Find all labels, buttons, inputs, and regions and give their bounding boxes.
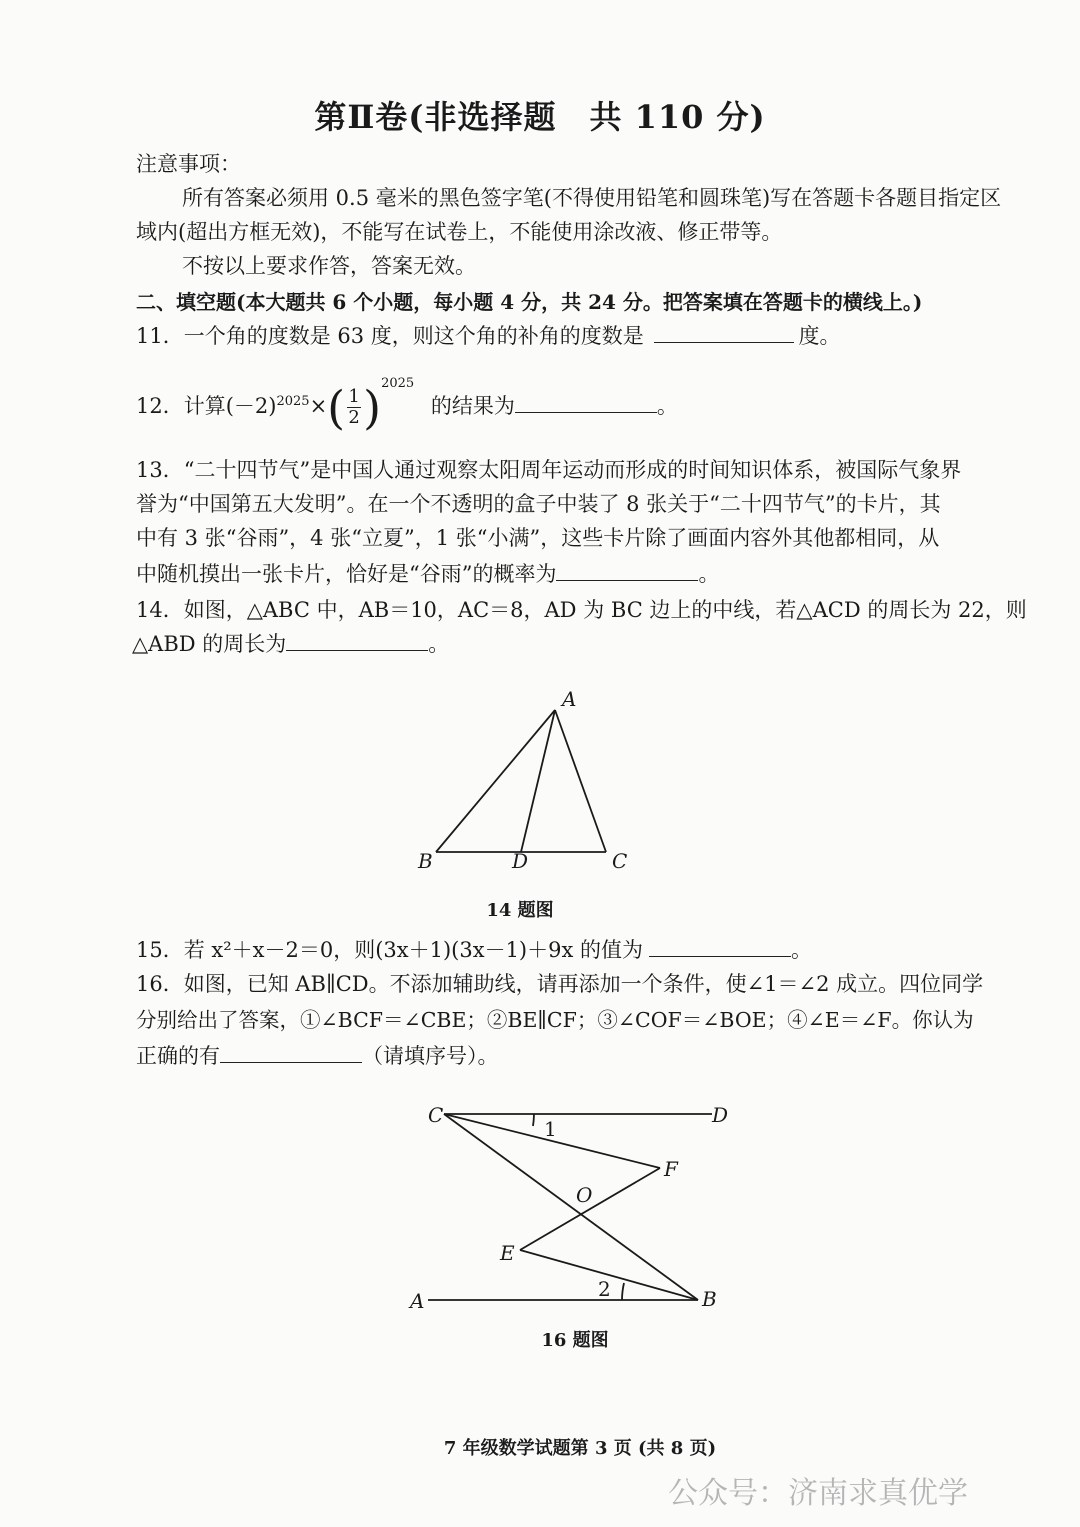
q12-denominator: 2 bbox=[348, 407, 360, 428]
fig16-label-b: B bbox=[702, 1287, 717, 1311]
q12-suffix: 。 bbox=[656, 394, 678, 418]
q15-text: 15．若 x²＋x－2＝0，则(3x＋1)(3x－1)＋9x 的值为 bbox=[136, 938, 644, 962]
q13-line-4-text: 中随机摸出一张卡片，恰好是“谷雨”的概率为 bbox=[136, 562, 557, 586]
q14-suffix: 。 bbox=[428, 632, 450, 656]
q11-text: 11．一个角的度数是 63 度，则这个角的补角的度数是 bbox=[136, 324, 644, 348]
section-heading: 二、填空题(本大题共 6 个小题，每小题 4 分，共 24 分。把答案填在答题卡的横线上。) bbox=[136, 290, 923, 314]
watermark: 公众号：济南求真优学 bbox=[668, 1476, 968, 1511]
question-12 bbox=[136, 372, 678, 436]
q16-line-3-suffix: （请填序号）。 bbox=[362, 1044, 499, 1068]
q13-line-4 bbox=[136, 558, 719, 590]
q15-answer-blank bbox=[649, 934, 791, 957]
fig16-angle-2-arc bbox=[622, 1283, 624, 1300]
figure-16-caption: 16 题图 bbox=[541, 1330, 609, 1351]
fig14-label-c: C bbox=[612, 849, 628, 873]
q16-line-2: 分别给出了答案，①∠BCF＝∠CBE；②BE∥CF；③∠COF＝∠BOE；④∠E＝∠F。你认为 bbox=[136, 1008, 974, 1032]
fig16-segment-fe bbox=[520, 1168, 660, 1250]
fig16-label-d: D bbox=[712, 1103, 729, 1127]
q12-prefix: 12．计算(－2) bbox=[136, 394, 277, 418]
q13-line-2: 誉为“中国第五大发明”。在一个不透明的盒子中装了 8 张关于“二十四节气”的卡片，其 bbox=[136, 492, 941, 516]
q13-suffix: 。 bbox=[698, 562, 720, 586]
fig16-label-f: F bbox=[664, 1157, 678, 1181]
q16-line-3 bbox=[136, 1040, 499, 1072]
notice-line-3: 不按以上要求作答，答案无效。 bbox=[182, 254, 476, 278]
q16-answer-blank bbox=[220, 1040, 362, 1063]
fig14-label-d: D bbox=[512, 849, 529, 873]
figure-16 bbox=[400, 1090, 750, 1320]
q12-fraction bbox=[347, 387, 361, 428]
page-title: 第Ⅱ卷(非选择题 共 110 分) bbox=[314, 98, 766, 136]
q16-line-3-prefix: 正确的有 bbox=[136, 1044, 220, 1068]
figure-14-caption: 14 题图 bbox=[486, 900, 554, 921]
notice-line-1: 所有答案必须用 0.5 毫米的黑色签字笔(不得使用铅笔和圆珠笔)写在答题卡各题目指定区 bbox=[182, 186, 1002, 210]
q12-middle: 的结果为 bbox=[430, 394, 515, 418]
fig16-segment-cb bbox=[444, 1114, 698, 1300]
fig16-label-e: E bbox=[500, 1241, 515, 1265]
q14-answer-blank bbox=[286, 628, 428, 651]
fig16-label-a: A bbox=[410, 1289, 425, 1313]
q12-right-paren: ) bbox=[363, 380, 382, 435]
q13-line-3: 中有 3 张“谷雨”，4 张“立夏”，1 张“小满”，这些卡片除了画面内容外其他都相同，从 bbox=[136, 526, 940, 550]
notice-heading: 注意事项： bbox=[136, 152, 241, 176]
fig14-label-b: B bbox=[418, 849, 433, 873]
notice-line-2: 域内(超出方框无效)，不能写在试卷上，不能使用涂改液、修正带等。 bbox=[136, 220, 783, 244]
q12-exponent-2: 2025 bbox=[381, 376, 415, 391]
fig16-angle-1-label: 1 bbox=[544, 1117, 557, 1141]
fig16-angle-1-arc bbox=[533, 1114, 534, 1126]
q12-answer-blank bbox=[515, 390, 657, 413]
page-footer: 7 年级数学试题第 3 页 (共 8 页) bbox=[443, 1438, 717, 1459]
q14-line-2-text: △ABD 的周长为 bbox=[132, 632, 287, 656]
fig16-label-c: C bbox=[428, 1103, 444, 1127]
q15-suffix: 。 bbox=[791, 938, 813, 962]
question-11 bbox=[136, 320, 840, 352]
q12-exponent: 2025 bbox=[276, 394, 310, 409]
fig14-segment-ac bbox=[555, 710, 606, 852]
fig16-label-o: O bbox=[576, 1183, 593, 1207]
figure-14 bbox=[400, 680, 660, 880]
q13-answer-blank bbox=[556, 558, 698, 581]
q12-times: × bbox=[309, 394, 328, 418]
q13-line-1: 13．“二十四节气”是中国人通过观察太阳周年运动而形成的时间知识体系，被国际气象界 bbox=[136, 458, 962, 482]
question-15 bbox=[136, 934, 812, 966]
q11-answer-blank bbox=[654, 320, 794, 343]
fig14-label-a: A bbox=[562, 687, 577, 711]
fig16-angle-2-label: 2 bbox=[598, 1277, 611, 1301]
q11-suffix: 度。 bbox=[798, 324, 841, 348]
q16-line-1: 16．如图，已知 AB∥CD。不添加辅助线，请再添加一个条件，使∠1＝∠2 成立。四位同学 bbox=[136, 972, 984, 996]
q12-numerator: 1 bbox=[348, 386, 360, 407]
q12-left-paren: ( bbox=[327, 380, 346, 435]
q14-line-2 bbox=[132, 628, 449, 660]
q14-line-1: 14．如图，△ABC 中，AB＝10，AC＝8，AD 为 BC 边上的中线，若△ACD 的周长为 22，则 bbox=[136, 598, 1027, 622]
